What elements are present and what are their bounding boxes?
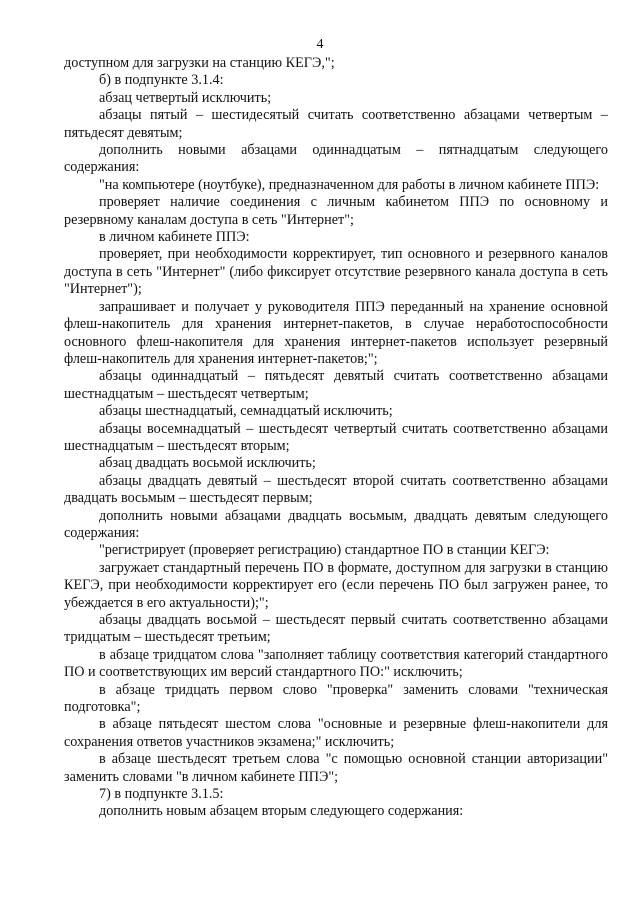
paragraph: проверяет, при необходимости корректирует, тип основного и резервного каналов доступа в сеть "Интернет" (либо фиксирует отсутствие резервного канала доступа в сеть "Интернет"); bbox=[64, 246, 608, 298]
paragraph: в абзаце тридцать первом слово "проверка" заменить словами "техническая подготовка"; bbox=[64, 681, 608, 716]
page-number: 4 bbox=[316, 37, 324, 52]
paragraph: абзац двадцать восьмой исключить; bbox=[99, 455, 316, 472]
paragraph: абзацы двадцать девятый – шестьдесят второй считать соответственно абзацами двадцать восьмым – шестьдесят первым; bbox=[64, 472, 608, 507]
paragraph: в абзаце тридцатом слова "заполняет таблицу соответствия категорий стандартного ПО и соответствующих им версий стандартного ПО:" исключить; bbox=[64, 646, 608, 681]
paragraph: в абзаце пятьдесят шестом слова "основные и резервные флеш-накопители для сохранения ответов участников экзамена;" исключить; bbox=[64, 716, 608, 750]
paragraph: абзацы восемнадцатый – шестьдесят четвертый считать соответственно абзацами шестнадцатым – шестьдесят вторым; bbox=[64, 420, 608, 454]
paragraph: в абзаце шестьдесят третьем слова "с помощью основной станции авторизации" заменить словами "в личном кабинете ППЭ"; bbox=[64, 751, 608, 785]
document-body bbox=[64, 55, 608, 821]
paragraph: "регистрирует (проверяет регистрацию) стандартное ПО в станции КЕГЭ: bbox=[99, 542, 550, 559]
paragraph: 7) в подпункте 3.1.5: bbox=[99, 786, 224, 803]
paragraph: в личном кабинете ППЭ: bbox=[99, 229, 250, 246]
paragraph: запрашивает и получает у руководителя ППЭ переданный на хранение основной флеш-накопитель для хранения интернет-пакетов, в случае неработоспособности основного флеш-накопителя для хранения интернет-пакетов использует резервный флеш-накопитель для хранения интернет-пакетов;"; bbox=[64, 298, 608, 367]
paragraph: дополнить новыми абзацами одиннадцатым – пятнадцатым следующего содержания: bbox=[64, 142, 608, 176]
paragraph: доступном для загрузки на станцию КЕГЭ,"; bbox=[64, 55, 335, 71]
paragraph: абзацы двадцать восьмой – шестьдесят первый считать соответственно абзацами тридцатым – шестьдесят третьим; bbox=[64, 612, 608, 646]
paragraph: б) в подпункте 3.1.4: bbox=[99, 72, 224, 89]
paragraph: проверяет наличие соединения с личным кабинетом ППЭ по основному и резервному каналам доступа в сеть "Интернет"; bbox=[64, 194, 608, 228]
paragraph: абзацы пятый – шестидесятый считать соответственно абзацами четвертым – пятьдесят девятым; bbox=[64, 107, 608, 141]
paragraph: дополнить новыми абзацами двадцать восьмым, двадцать девятым следующего содержания: bbox=[64, 507, 608, 541]
paragraph: "на компьютере (ноутбуке), предназначенном для работы в личном кабинете ППЭ: bbox=[99, 176, 600, 193]
paragraph: абзац четвертый исключить; bbox=[99, 89, 272, 106]
paragraph: дополнить новым абзацем вторым следующего содержания: bbox=[99, 803, 464, 820]
paragraph: загружает стандартный перечень ПО в формате, доступном для загрузки в станцию КЕГЭ, при необходимости корректирует его (если перечень ПО был загружен ранее, то убеждается в его актуальности);"; bbox=[64, 559, 608, 611]
paragraph: абзацы шестнадцатый, семнадцатый исключить; bbox=[99, 403, 393, 420]
paragraph: абзацы одиннадцатый – пятьдесят девятый считать соответственно абзацами шестнадцатым – шестьдесят четвертым; bbox=[64, 368, 608, 402]
